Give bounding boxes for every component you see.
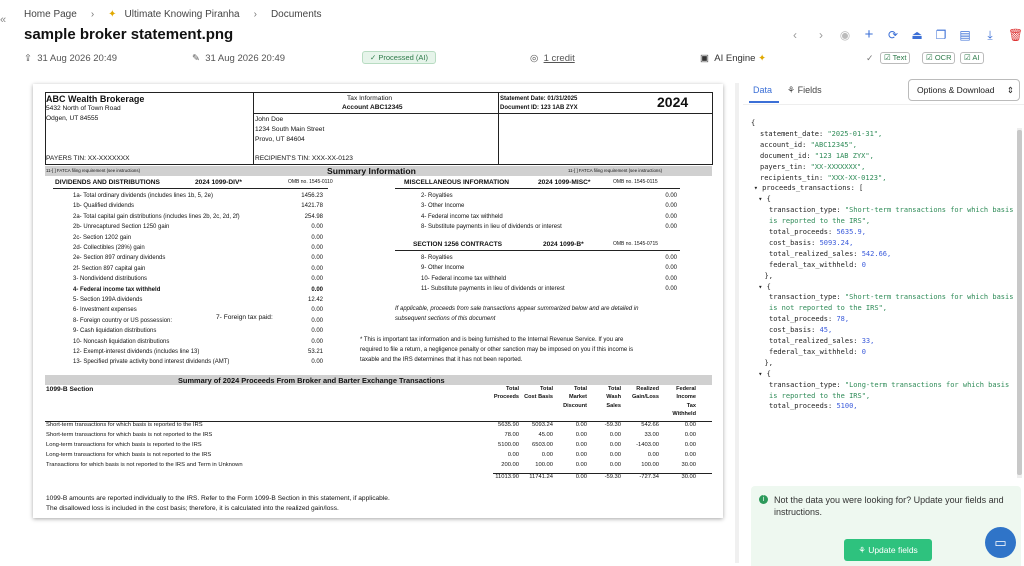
updated-time: 31 Aug 2026 20:49 — [205, 53, 286, 64]
misc-row-label: 8- Substitute payments in lieu of dividends or interest — [421, 224, 562, 231]
div-row-label: 2a- Total capital gain distributions (includes lines 2b, 2c, 2d, 2f) — [73, 213, 240, 220]
tx-row-value: 0.00 — [575, 432, 587, 438]
tx-row-value: 100.00 — [535, 462, 553, 468]
column-header: Tax — [686, 402, 696, 409]
div-row-value: 0.00 — [311, 234, 323, 241]
payer-tin: PAYERS TIN: XX-XXXXXXX — [46, 155, 130, 162]
tx-row-value: 0.00 — [684, 442, 696, 448]
div-row-value: 0.00 — [311, 307, 323, 314]
div-row-value: 12.42 — [307, 297, 323, 303]
json-line — [754, 185, 864, 192]
json-line — [769, 240, 853, 247]
tx-total-value: 30.00 — [681, 474, 696, 480]
tx-row-value: 100.00 — [641, 462, 659, 468]
footnote-2: The disallowed loss is included in the cost basis; therefore, it is calculated into the realized gain/loss. — [46, 505, 339, 512]
document-icon[interactable]: ▤ — [959, 28, 971, 42]
check-icon: ✓ — [370, 53, 377, 62]
json-key: transaction_type: — [769, 380, 845, 389]
column-header: Withheld — [672, 411, 696, 418]
sparkle-icon: ✦ — [108, 9, 117, 20]
tx-row-label: Long-term transactions for which basis is reported to the IRS — [46, 442, 202, 448]
s1256-row-label: 11- Substitute payments in lieu of dividends or interest — [421, 286, 565, 293]
column-header: Sales — [606, 402, 621, 409]
info-text: Not the data you were looking for? Update your fields and instructions. — [774, 495, 1004, 517]
misc-row-value: 0.00 — [665, 213, 677, 220]
column-header: Income — [676, 394, 696, 401]
div-heading: DIVIDENDS AND DISTRIBUTIONS — [55, 179, 160, 186]
created-time: 31 Aug 2026 20:49 — [37, 53, 118, 64]
s1256-row-label: 9- Other Income — [421, 265, 465, 272]
json-value: 5100, — [836, 402, 858, 411]
recipient-city: Provo, UT 84604 — [255, 136, 305, 143]
tab-data-label: Data — [753, 85, 773, 95]
json-line — [760, 153, 874, 160]
tx-total-value: -59.30 — [604, 474, 621, 480]
tx-row-value: 0.00 — [575, 452, 587, 458]
json-key: total_realized_sales: — [769, 249, 862, 258]
json-value: "Long-term transactions for which basis — [844, 380, 1010, 389]
tx-row-value: 0.00 — [575, 422, 587, 428]
json-line — [760, 131, 882, 138]
json-key: }, — [764, 358, 773, 367]
tx-row-label: Long-term transactions for which basis is not reported to the IRS — [46, 452, 212, 458]
div-row-label: 4- Federal income tax withheld — [73, 286, 161, 293]
json-scroll-thumb[interactable] — [1017, 130, 1022, 475]
tx-row-value: 5635.90 — [498, 422, 519, 428]
tx-row-value: -59.30 — [604, 422, 621, 428]
broker-city: Odgen, UT 84555 — [46, 115, 99, 122]
credits-meta[interactable] — [530, 53, 575, 64]
tag-text: ☑ Text — [880, 52, 910, 64]
div-row-label: 12- Exempt-interest dividends (includes line 13) — [73, 349, 200, 355]
document-id: Document ID: 123 1AB ZYX — [500, 105, 578, 111]
misc-row-label: 4- Federal income tax withheld — [421, 213, 503, 220]
json-value: is reported to the IRS", — [769, 217, 871, 226]
div-row-value: 1421.78 — [301, 203, 323, 210]
json-value: 5635.9, — [836, 228, 866, 236]
tx-row-label: Short-term transactions for which basis is not reported to the IRS — [46, 432, 213, 438]
breadcrumb-home[interactable]: Home Page — [24, 9, 77, 20]
tx-row-label: Transactions for which basis is not reported to the IRS and Term in Unknown — [46, 462, 243, 468]
div-row-value: 1456.23 — [301, 193, 323, 199]
div-row-label: 1b- Qualified dividends — [73, 203, 135, 210]
tab-fields[interactable] — [787, 85, 822, 96]
s1256-row-label: 10- Federal income tax withheld — [421, 275, 507, 282]
json-key: total_realized_sales: — [769, 337, 862, 345]
proceeds-note-1: If applicable, proceeds from sale transactions appear summarized below and are detailed in — [395, 306, 639, 312]
document-scrollbar[interactable] — [735, 83, 739, 563]
json-line — [769, 393, 870, 400]
json-line — [760, 164, 865, 171]
column-header: Total — [608, 386, 621, 392]
misc-heading: MISCELLANEOUS INFORMATION — [404, 179, 510, 186]
tx-row-value: 0.00 — [684, 422, 696, 428]
div-row-value: 0.00 — [311, 276, 323, 283]
json-value: 33, — [861, 337, 875, 345]
credits-label: 1 credit — [543, 53, 575, 64]
tax-year: 2024 — [657, 94, 689, 110]
section-1099b: 1099-B Section — [46, 386, 94, 393]
breadcrumb-project[interactable]: Ultimate Knowing Piranha — [124, 9, 240, 20]
statement-date: Statement Date: 01/31/2025 — [500, 96, 578, 102]
collapse-sidebar-icon[interactable]: « — [0, 14, 7, 26]
column-header: Proceeds — [493, 394, 519, 401]
tx-row-value: -1403.00 — [636, 442, 659, 448]
s1256-omb: OMB no. 1545-0715 — [613, 241, 659, 247]
sparkle-icon: ✦ — [758, 53, 767, 64]
json-key: payers_tin: — [760, 162, 811, 171]
tag-label: Text — [892, 53, 907, 62]
json-key: { — [751, 119, 756, 127]
column-header: Gain/Loss — [631, 394, 659, 401]
misc-row-value: 0.00 — [665, 224, 677, 231]
tx-row-value: 0.00 — [541, 452, 553, 458]
json-line — [769, 403, 858, 410]
json-value: "XXX-XX-0123", — [827, 173, 887, 182]
json-line — [769, 294, 1013, 301]
eye-icon[interactable]: ◉ — [839, 28, 851, 42]
json-value: 5093.24, — [819, 238, 854, 247]
json-line — [758, 371, 771, 378]
broker-address: 5432 North of Town Road — [46, 105, 121, 112]
json-value: 78, — [836, 315, 850, 324]
json-line — [769, 218, 870, 225]
div-omb: OMB no. 1545-0110 — [288, 179, 333, 185]
tag-ai: ☑ AI — [960, 52, 984, 64]
options-download-button[interactable] — [908, 79, 1020, 101]
json-line — [769, 251, 891, 258]
json-key: ▾ proceeds_transactions: [ — [753, 184, 864, 193]
div-row-value: 0.00 — [311, 328, 323, 335]
account-label: Account ABC12345 — [342, 104, 403, 111]
copy-icon[interactable]: ❐ — [935, 28, 947, 42]
updated-meta — [192, 53, 285, 64]
engine-label: AI Engine — [714, 53, 756, 64]
document-preview — [33, 84, 723, 518]
chat-button[interactable] — [985, 527, 1016, 558]
legal-2: required to file a return, a negligence penalty or other sanction may be imposed on you if this income is — [360, 347, 634, 353]
proceeds-title: Summary of 2024 Proceeds From Broker and Barter Exchange Transactions — [178, 376, 445, 385]
div-row-value: 0.00 — [311, 317, 323, 324]
chevron-updown-icon: ⇕ — [1006, 85, 1014, 95]
misc-row-value: 0.00 — [665, 203, 677, 210]
broker-name: ABC Wealth Brokerage — [46, 94, 145, 104]
tx-row-label: Short-term transactions for which basis is reported to the IRS — [46, 422, 203, 428]
div-row-value: 0.00 — [311, 245, 323, 251]
div-row-label: 6- Investment expenses — [73, 307, 137, 314]
tab-fields-label: Fields — [797, 85, 822, 95]
json-key: ▾ { — [758, 195, 771, 204]
s1256-row-value: 0.00 — [665, 255, 677, 261]
misc-omb: OMB no. 1545-0115 — [613, 179, 658, 185]
json-key: federal_tax_withheld: — [769, 347, 862, 356]
total-rule — [493, 473, 712, 474]
div-row-label: 2c- Section 1202 gain — [73, 234, 132, 241]
json-line — [769, 305, 887, 312]
json-key: statement_date: — [760, 129, 828, 138]
tx-total-value: 11741.24 — [529, 474, 553, 480]
column-header: Total — [506, 386, 519, 392]
tx-row-value: 542.66 — [641, 422, 659, 428]
info-icon: i — [759, 495, 768, 504]
json-line — [769, 316, 849, 323]
json-line — [760, 175, 886, 182]
page-title: sample broker statement.png — [24, 26, 234, 43]
tx-row-value: 0.00 — [684, 432, 696, 438]
json-key: transaction_type: — [769, 206, 845, 215]
json-value: is reported to the IRS", — [769, 391, 871, 400]
options-label: Options & Download — [917, 85, 995, 95]
tx-row-value: 200.00 — [501, 462, 519, 468]
breadcrumb-section[interactable]: Documents — [270, 9, 322, 20]
tx-row-value: 0.00 — [609, 452, 621, 458]
div-row-value: 0.00 — [311, 338, 323, 345]
json-line — [769, 229, 866, 236]
status-label: Processed (AI) — [378, 53, 428, 62]
json-key: ▾ { — [758, 369, 771, 378]
json-key: total_proceeds: — [769, 402, 837, 411]
tag-label: OCR — [934, 53, 952, 62]
json-line — [769, 207, 1013, 214]
chip-icon: ▣ — [700, 53, 709, 64]
json-key: cost_basis: — [769, 326, 820, 335]
tag-label: AI — [972, 53, 980, 62]
chevron-right-icon: › — [253, 9, 257, 20]
div-row-label: 2f- Section 897 capital gain — [73, 265, 146, 272]
tx-row-value: 0.00 — [609, 462, 621, 468]
div-row-label: 1a- Total ordinary dividends (includes lines 1b, 5, 2e) — [73, 193, 213, 199]
s1256-heading: SECTION 1256 CONTRACTS — [413, 241, 503, 248]
tx-row-value: 33.00 — [644, 432, 659, 438]
upload-icon: ⇪ — [24, 53, 32, 64]
refresh-icon[interactable]: ⟳ — [887, 28, 899, 42]
tx-row-value: 78.00 — [504, 432, 519, 438]
download-icon[interactable]: ⤓ — [987, 28, 993, 42]
fields-icon: ⚘ — [858, 545, 866, 555]
recipient-tin: RECIPIENT'S TIN: XXX-XX-0123 — [255, 155, 353, 162]
json-value: 542.66, — [861, 249, 892, 258]
recipient-name: John Doe — [255, 116, 284, 123]
column-header: Total — [574, 386, 587, 392]
engine-meta — [700, 53, 766, 64]
tx-row-value: 30.00 — [681, 462, 696, 468]
s1256-row-label: 8- Royalties — [421, 255, 453, 261]
chat-icon: ▭ — [994, 535, 1007, 550]
json-value: 0 — [861, 347, 866, 356]
s1256-row-value: 0.00 — [665, 275, 677, 282]
double-check-icon: ✓ — [866, 53, 874, 63]
json-value: "2025-01-31", — [827, 129, 883, 138]
div-row-label: 5- Section 199A dividends — [73, 297, 143, 303]
div-row-label: 13- Specified private activity bond interest dividends (AMT) — [73, 359, 230, 366]
json-line — [758, 284, 771, 291]
legal-1: * This is important tax information and is being furnished to the Internal Revenue Service. If you are — [360, 337, 624, 343]
json-key: ▾ { — [758, 282, 771, 291]
json-value: "123 1AB ZYX", — [814, 151, 874, 160]
json-key: total_proceeds: — [769, 315, 837, 324]
json-value: "Short-term transactions for which basis — [844, 293, 1014, 302]
update-fields-button[interactable] — [844, 539, 932, 561]
div-row-label: 2e- Section 897 ordinary dividends — [73, 255, 166, 262]
div-row-value: 0.00 — [311, 286, 323, 293]
tx-row-value: 0.00 — [507, 452, 519, 458]
foreign-tax-label: 7- Foreign tax paid: — [216, 314, 273, 321]
div-row-label: 2d- Collectibles (28%) gain — [73, 245, 145, 251]
misc-form: 2024 1099-MISC* — [538, 179, 591, 186]
tx-row-value: 5100.00 — [498, 442, 519, 448]
tx-row-value: 0.00 — [609, 432, 621, 438]
column-header: Federal — [676, 386, 696, 392]
tx-row-value: 0.00 — [575, 442, 587, 448]
json-value: 45, — [819, 326, 833, 335]
json-line — [769, 327, 832, 334]
edit-icon: ✎ — [192, 53, 200, 64]
tx-total-value: 11013.90 — [495, 474, 519, 480]
json-viewer — [743, 108, 1017, 478]
update-fields-label: Update fields — [868, 545, 918, 555]
recipient-street: 1234 South Main Street — [255, 126, 325, 133]
s1256-row-value: 0.00 — [665, 286, 677, 293]
chevron-right-icon: › — [90, 9, 95, 20]
json-key: recipients_tin: — [760, 173, 828, 182]
misc-row-label: 2- Royalties — [421, 193, 453, 199]
div-row-value: 0.00 — [311, 255, 323, 262]
tx-row-value: 45.00 — [538, 432, 553, 438]
div-row-label: 3- Nondividend distributions — [73, 276, 148, 283]
legal-3: taxable and the IRS determines that it has not been reported. — [360, 357, 523, 363]
tax-info-label: Tax Information — [347, 95, 393, 102]
status-badge — [362, 51, 436, 64]
json-key: transaction_type: — [769, 293, 845, 302]
data-panel — [743, 78, 1024, 566]
trash-icon[interactable]: 🗑 — [1008, 28, 1024, 42]
json-line — [769, 349, 866, 356]
json-line — [765, 360, 773, 367]
json-line — [769, 338, 874, 345]
column-header: Wash — [606, 394, 621, 401]
div-row-label: 9- Cash liquidation distributions — [73, 328, 157, 335]
div-row-label: 10- Noncash liquidation distributions — [73, 338, 170, 345]
json-value: "ABC12345", — [810, 140, 857, 149]
fatca-right: 11-[ ] FATCA filing requirement (see instructions) — [568, 168, 663, 173]
div-row-value: 0.00 — [311, 265, 323, 272]
div-row-value: 254.98 — [304, 213, 323, 220]
tab-data[interactable] — [753, 85, 772, 95]
footnote-1: 1099-B amounts are reported individually to the IRS. Refer to the Form 1099-B Section in this statement, if applicable. — [46, 495, 390, 502]
json-key: account_id: — [760, 140, 811, 149]
add-icon[interactable]: + — [864, 26, 874, 43]
coin-icon: ◎ — [530, 53, 539, 64]
div-row-value: 0.00 — [311, 224, 323, 231]
json-key: federal_tax_withheld: — [769, 260, 862, 269]
tx-row-value: 0.00 — [684, 452, 696, 458]
tx-total-value: -727.34 — [639, 474, 659, 480]
s1256-form: 2024 1099-B* — [543, 241, 584, 248]
tx-row-value: 0.00 — [575, 462, 587, 468]
json-line — [765, 273, 773, 280]
json-key: cost_basis: — [769, 238, 820, 247]
column-header: Cost Basis — [524, 394, 553, 401]
created-meta — [24, 53, 117, 64]
json-value: 0 — [861, 260, 866, 269]
fatca-left: 11-[ ] FATCA filing requirement (see instructions) — [46, 168, 141, 173]
tag-ocr: ☑ OCR — [922, 52, 955, 64]
json-value: is not reported to the IRS", — [769, 304, 888, 313]
tx-row-value: 0.00 — [647, 452, 659, 458]
misc-row-value: 0.00 — [665, 193, 677, 199]
json-key: document_id: — [760, 151, 815, 160]
prev-icon[interactable]: ‹ — [793, 28, 797, 42]
div-form: 2024 1099-DIV* — [195, 179, 242, 186]
fields-icon: ⚘ — [787, 85, 796, 95]
tx-total-value: 0.00 — [575, 474, 587, 480]
json-key: total_proceeds: — [769, 228, 837, 236]
eject-icon[interactable]: ⏏ — [911, 28, 923, 42]
json-line — [758, 196, 771, 203]
json-line — [769, 262, 866, 269]
json-line — [769, 382, 1009, 389]
s1256-row-value: 0.00 — [665, 265, 677, 272]
column-header: Total — [540, 386, 553, 392]
div-row-label: 8- Foreign country or US possession: — [73, 317, 173, 324]
summary-title: Summary Information — [327, 166, 416, 176]
breadcrumb — [24, 9, 322, 20]
column-header: Discount — [563, 402, 587, 409]
tx-row-value: 6503.00 — [532, 442, 553, 448]
div-row-label: 2b- Unrecaptured Section 1250 gain — [73, 224, 170, 231]
json-line — [760, 142, 857, 149]
json-key: }, — [764, 271, 773, 280]
tx-row-value: 0.00 — [609, 442, 621, 448]
column-header: Market — [568, 394, 587, 401]
json-value: "Short-term transactions for which basis — [844, 206, 1014, 215]
json-value: "XX-XXXXXXX", — [810, 162, 866, 171]
json-line — [751, 120, 755, 127]
misc-row-label: 3- Other Income — [421, 203, 465, 210]
column-header: Realized — [636, 386, 659, 392]
next-icon[interactable]: › — [819, 28, 823, 42]
proceeds-note-2: subsequent sections of this document — [395, 316, 496, 322]
div-row-value: 0.00 — [311, 359, 323, 366]
tx-row-value: 5093.24 — [532, 422, 553, 428]
div-row-value: 53.21 — [307, 349, 323, 355]
